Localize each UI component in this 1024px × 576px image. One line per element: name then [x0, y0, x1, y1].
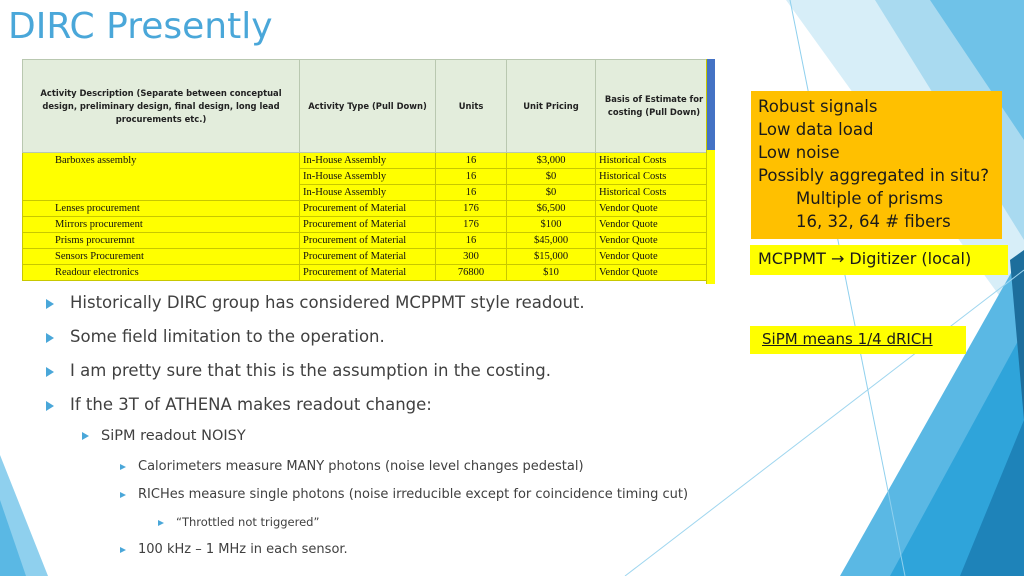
cell-type: Procurement of Material	[300, 233, 436, 249]
table-row	[23, 169, 713, 185]
cell-price: $3,000	[507, 153, 596, 169]
sipm-note-box: SiPM means 1/4 dRICH	[750, 326, 966, 354]
header-activity-description: Activity Description (Separate between conceptual design, preliminary design, final design, long lead procurements etc.)	[23, 60, 300, 153]
cell-description: Barboxes assembly	[23, 153, 300, 169]
cell-basis: Historical Costs	[596, 169, 713, 185]
cell-type: In-House Assembly	[300, 169, 436, 185]
bullet-text: If the 3T of ATHENA makes readout change:	[70, 395, 432, 414]
cell-type: In-House Assembly	[300, 153, 436, 169]
table-row	[23, 185, 713, 201]
table-row	[23, 249, 713, 265]
costing-table	[22, 59, 714, 284]
cell-basis: Historical Costs	[596, 185, 713, 201]
table-row	[23, 217, 713, 233]
callout-line: Low data load	[758, 120, 874, 139]
cell-price: $6,500	[507, 201, 596, 217]
table-edge-column	[706, 59, 715, 284]
cell-units: 176	[436, 201, 507, 217]
cell-units: 76800	[436, 265, 507, 281]
cell-units: 16	[436, 185, 507, 201]
cell-basis: Vendor Quote	[596, 249, 713, 265]
table-header-row	[23, 60, 713, 153]
cell-type: Procurement of Material	[300, 217, 436, 233]
cell-type: Procurement of Material	[300, 249, 436, 265]
callout-indented-line: 16, 32, 64 # fibers	[796, 212, 951, 231]
bullet-item	[46, 395, 432, 414]
header-activity-type: Activity Type (Pull Down)	[300, 60, 436, 153]
cell-units: 300	[436, 249, 507, 265]
cell-basis: Historical Costs	[596, 153, 713, 169]
callout-line: Low noise	[758, 143, 840, 162]
cell-basis: Vendor Quote	[596, 265, 713, 281]
callout-indented-line: Multiple of prisms	[796, 189, 944, 208]
sub-sub-sub-bullet-item	[158, 515, 319, 529]
table-row	[23, 153, 713, 169]
cell-description	[23, 169, 300, 185]
cell-description: Prisms procuremnt	[23, 233, 300, 249]
bullet-arrow-icon	[120, 464, 126, 470]
bullet-arrow-icon	[120, 492, 126, 498]
sub-bullet-item	[82, 428, 246, 444]
bullet-text: Historically DIRC group has considered MCPPMT style readout.	[70, 293, 585, 312]
cell-description: Lenses procurement	[23, 201, 300, 217]
callout-line: Possibly aggregated in situ?	[758, 166, 990, 185]
cell-units: 16	[436, 153, 507, 169]
signals-callout	[751, 91, 1002, 239]
bullet-arrow-icon	[82, 432, 89, 440]
bullet-text: 100 kHz – 1 MHz in each sensor.	[138, 542, 348, 557]
sub-sub-bullet-item	[120, 459, 584, 474]
callout-line: Robust signals	[758, 97, 878, 116]
cell-type: In-House Assembly	[300, 185, 436, 201]
header-unit-pricing: Unit Pricing	[507, 60, 596, 153]
bullet-text: I am pretty sure that this is the assumption in the costing.	[70, 361, 552, 380]
cell-price: $0	[507, 169, 596, 185]
sub-sub-bullet-item	[120, 487, 688, 502]
table-row	[23, 233, 713, 249]
cell-type: Procurement of Material	[300, 265, 436, 281]
cell-units: 16	[436, 169, 507, 185]
bullet-item	[46, 361, 551, 380]
bullet-arrow-icon	[46, 333, 54, 343]
bullet-arrow-icon	[120, 547, 126, 553]
bullet-arrow-icon	[46, 367, 54, 377]
cell-units: 176	[436, 217, 507, 233]
bullet-text: Calorimeters measure MANY photons (noise level changes pedestal)	[138, 459, 584, 474]
cell-price: $10	[507, 265, 596, 281]
bullet-item	[46, 293, 585, 312]
bullet-text: SiPM readout NOISY	[101, 428, 246, 444]
sub-sub-bullet-item	[120, 542, 348, 557]
cell-price: $0	[507, 185, 596, 201]
cell-basis: Vendor Quote	[596, 217, 713, 233]
cell-description: Mirrors procurement	[23, 217, 300, 233]
cell-price: $45,000	[507, 233, 596, 249]
cell-description: Sensors Procurement	[23, 249, 300, 265]
bullet-arrow-icon	[46, 299, 54, 309]
cell-price: $15,000	[507, 249, 596, 265]
table-row	[23, 265, 713, 281]
cell-units: 16	[436, 233, 507, 249]
mcppmt-digitizer-box: MCPPMT → Digitizer (local)	[750, 245, 1008, 275]
bullet-item	[46, 327, 385, 346]
bullet-arrow-icon	[158, 520, 164, 526]
cell-type: Procurement of Material	[300, 201, 436, 217]
bullet-text: RICHes measure single photons (noise irreducible except for coincidence timing cut)	[138, 487, 689, 502]
cell-basis: Vendor Quote	[596, 233, 713, 249]
bullet-arrow-icon	[46, 401, 54, 411]
cell-description	[23, 185, 300, 201]
header-basis-of-estimate: Basis of Estimate for costing (Pull Down)	[596, 60, 713, 153]
table-row	[23, 201, 713, 217]
cell-price: $100	[507, 217, 596, 233]
cell-description: Readour electronics	[23, 265, 300, 281]
page-title: DIRC Presently	[8, 6, 273, 47]
bullet-text: “Throttled not triggered”	[176, 515, 320, 529]
bullet-text: Some field limitation to the operation.	[70, 327, 385, 346]
cell-basis: Vendor Quote	[596, 201, 713, 217]
header-units: Units	[436, 60, 507, 153]
